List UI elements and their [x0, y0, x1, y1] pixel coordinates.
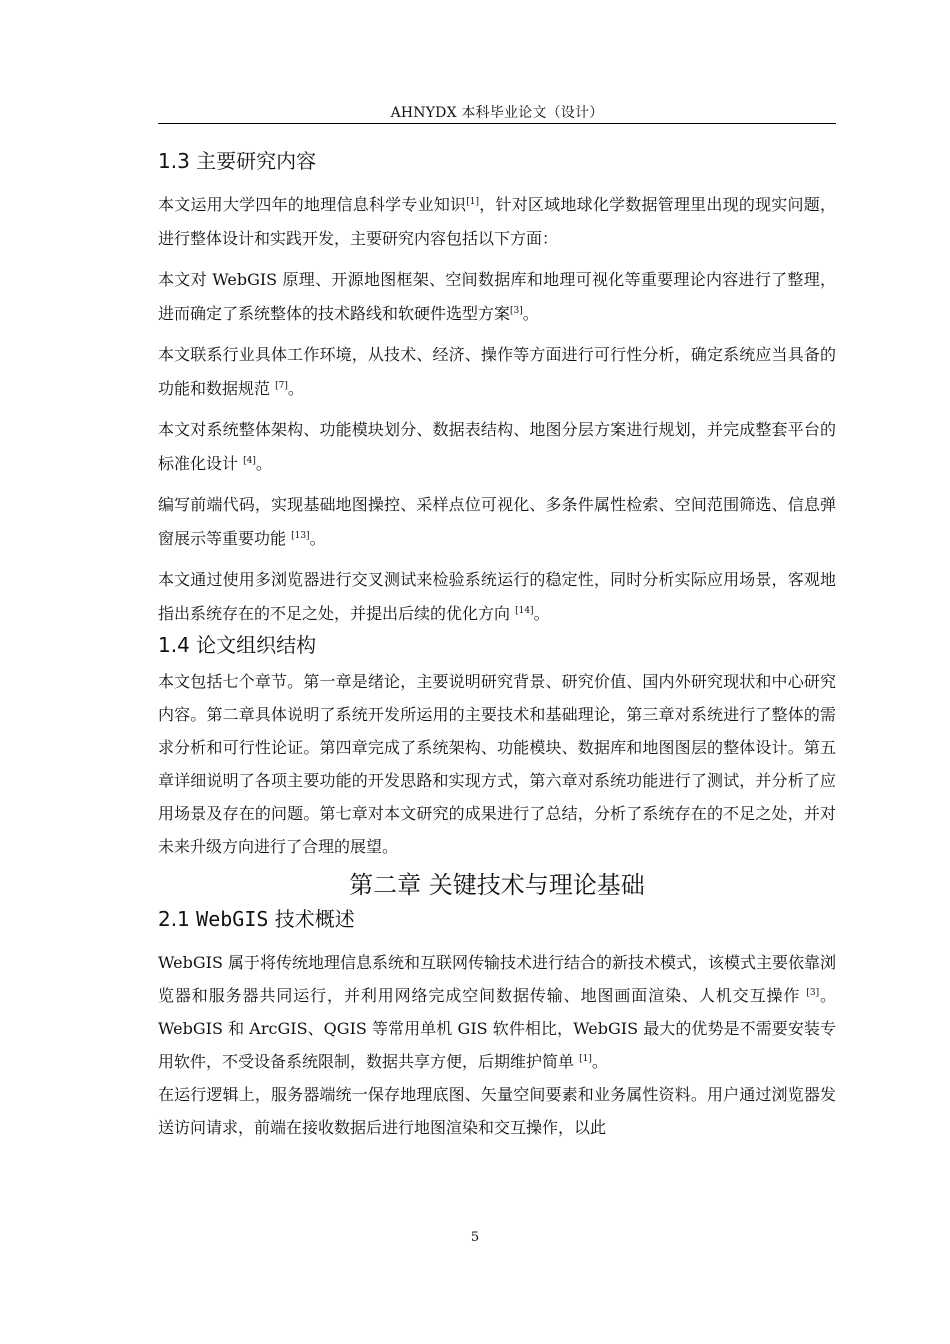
paragraph-1-4-structure: 本文包括七个章节。第一章是绪论，主要说明研究背景、研究价值、国内外研究现状和中心研究内容。第二章具体说明了系统开发所运用的主要技术和基础理论，第三章对系统进行了整体的需求分析和可行性论证。第四章完成了系统架构、功能模块、数据库和地图图层的整体设计。第五章详细说明了各项主要功能的开发思路和实现方式，第六章对系统功能进行了测试，并分析了应用场景及存在的问题。第七章对本文研究的成果进行了总结，分析了系统存在的不足之处，并对未来升级方向进行了合理的展望。 [158, 672, 836, 856]
citation-ref[interactable]: [1] [579, 1054, 592, 1064]
paragraph-text: 编写前端代码，实现基础地图操控、采样点位可视化、多条件属性检索、空间范围筛选、信息弹窗展示等重要功能 [158, 495, 836, 548]
paragraph-text: WebGIS 属于将传统地理信息系统和互联网传输技术进行结合的新技术模式，该模式主要依靠浏览器和服务器共同运行，并利用网络完成空间数据传输、地图画面渲染、人机交互操作 [158, 953, 837, 1005]
paragraph-1-3-item-4 [158, 488, 836, 556]
paragraph-text: 。 [533, 604, 550, 623]
paragraph-text: 。 [591, 1052, 608, 1071]
paragraph-1-3-item-3 [158, 413, 836, 481]
paragraph-text: ，针对区域地球化学数据管理里出现的现实问题，进行整体设计和实践开发，主要研究内容包括以下方面： [158, 195, 836, 248]
paragraph-text: 。 [255, 454, 272, 473]
citation-ref[interactable]: [3] [510, 306, 523, 316]
paragraph-text: 本文联系行业具体工作环境，从技术、经济、操作等方面进行可行性分析，确定系统应当具备的功能和数据规范 [158, 345, 836, 398]
running-header: AHNYDX 本科毕业论文（设计） [390, 105, 604, 121]
section-heading-2-1 [158, 905, 836, 939]
citation-ref[interactable]: [7] [275, 381, 288, 391]
paragraph-2-1-overview [158, 946, 836, 1078]
paragraph-2-1-logic: 在运行逻辑上，服务器端统一保存地理底图、矢量空间要素和业务属性资料。用户通过浏览器发送访问请求，前端在接收数据后进行地图渲染和交互操作，以此 [158, 1085, 836, 1137]
paragraph-text: 。 [309, 529, 326, 548]
paragraph-text: 本文对系统整体架构、功能模块划分、数据表结构、地图分层方案进行规划，并完成整套平台的标准化设计 [158, 420, 836, 473]
paragraph-text: 本文运用大学四年的地理信息科学专业知识 [158, 195, 467, 214]
paragraph-1-3-item-5 [158, 563, 836, 631]
paragraph-1-3-item-1 [158, 263, 836, 331]
citation-ref[interactable]: [14] [515, 606, 534, 616]
chapter-heading-2: 第二章 关键技术与理论基础 [349, 871, 645, 899]
citation-ref[interactable]: [1] [466, 197, 480, 207]
citation-ref[interactable]: [13] [291, 531, 310, 541]
section-number: 2.1 [158, 907, 197, 931]
paragraph-text: 。 [522, 304, 539, 323]
paragraph-text: 本文对 WebGIS 原理、开源地图框架、空间数据库和地理可视化等重要理论内容进行了整理，进而确定了系统整体的技术路线和软硬件选型方案 [158, 270, 836, 323]
citation-ref[interactable]: [3] [806, 988, 820, 998]
paragraph-text: 。 [287, 379, 304, 398]
section-heading-1-4: 1.4 论文组织结构 [158, 633, 317, 657]
paragraph-1-3-item-2 [158, 338, 836, 406]
section-term: WebGIS [196, 907, 269, 931]
paragraph-text: 。WebGIS 和 ArcGIS、QGIS 等常用单机 GIS 软件相比，WebGIS 最大的优势是不需要安装专用软件，不受设备系统限制，数据共享方便，后期维护简单 [158, 986, 836, 1071]
page-body [158, 138, 836, 1144]
header-rule [158, 123, 836, 124]
citation-ref[interactable]: [4] [243, 456, 256, 466]
section-title-rest: 技术概述 [268, 907, 355, 931]
section-heading-1-3: 1.3 主要研究内容 [158, 149, 317, 173]
paragraph-text: 本文通过使用多浏览器进行交叉测试来检验系统运行的稳定性，同时分析实际应用场景，客观地指出系统存在的不足之处，并提出后续的优化方向 [158, 570, 836, 623]
page-number: 5 [470, 1230, 480, 1245]
paragraph-1-3-intro [158, 188, 836, 256]
